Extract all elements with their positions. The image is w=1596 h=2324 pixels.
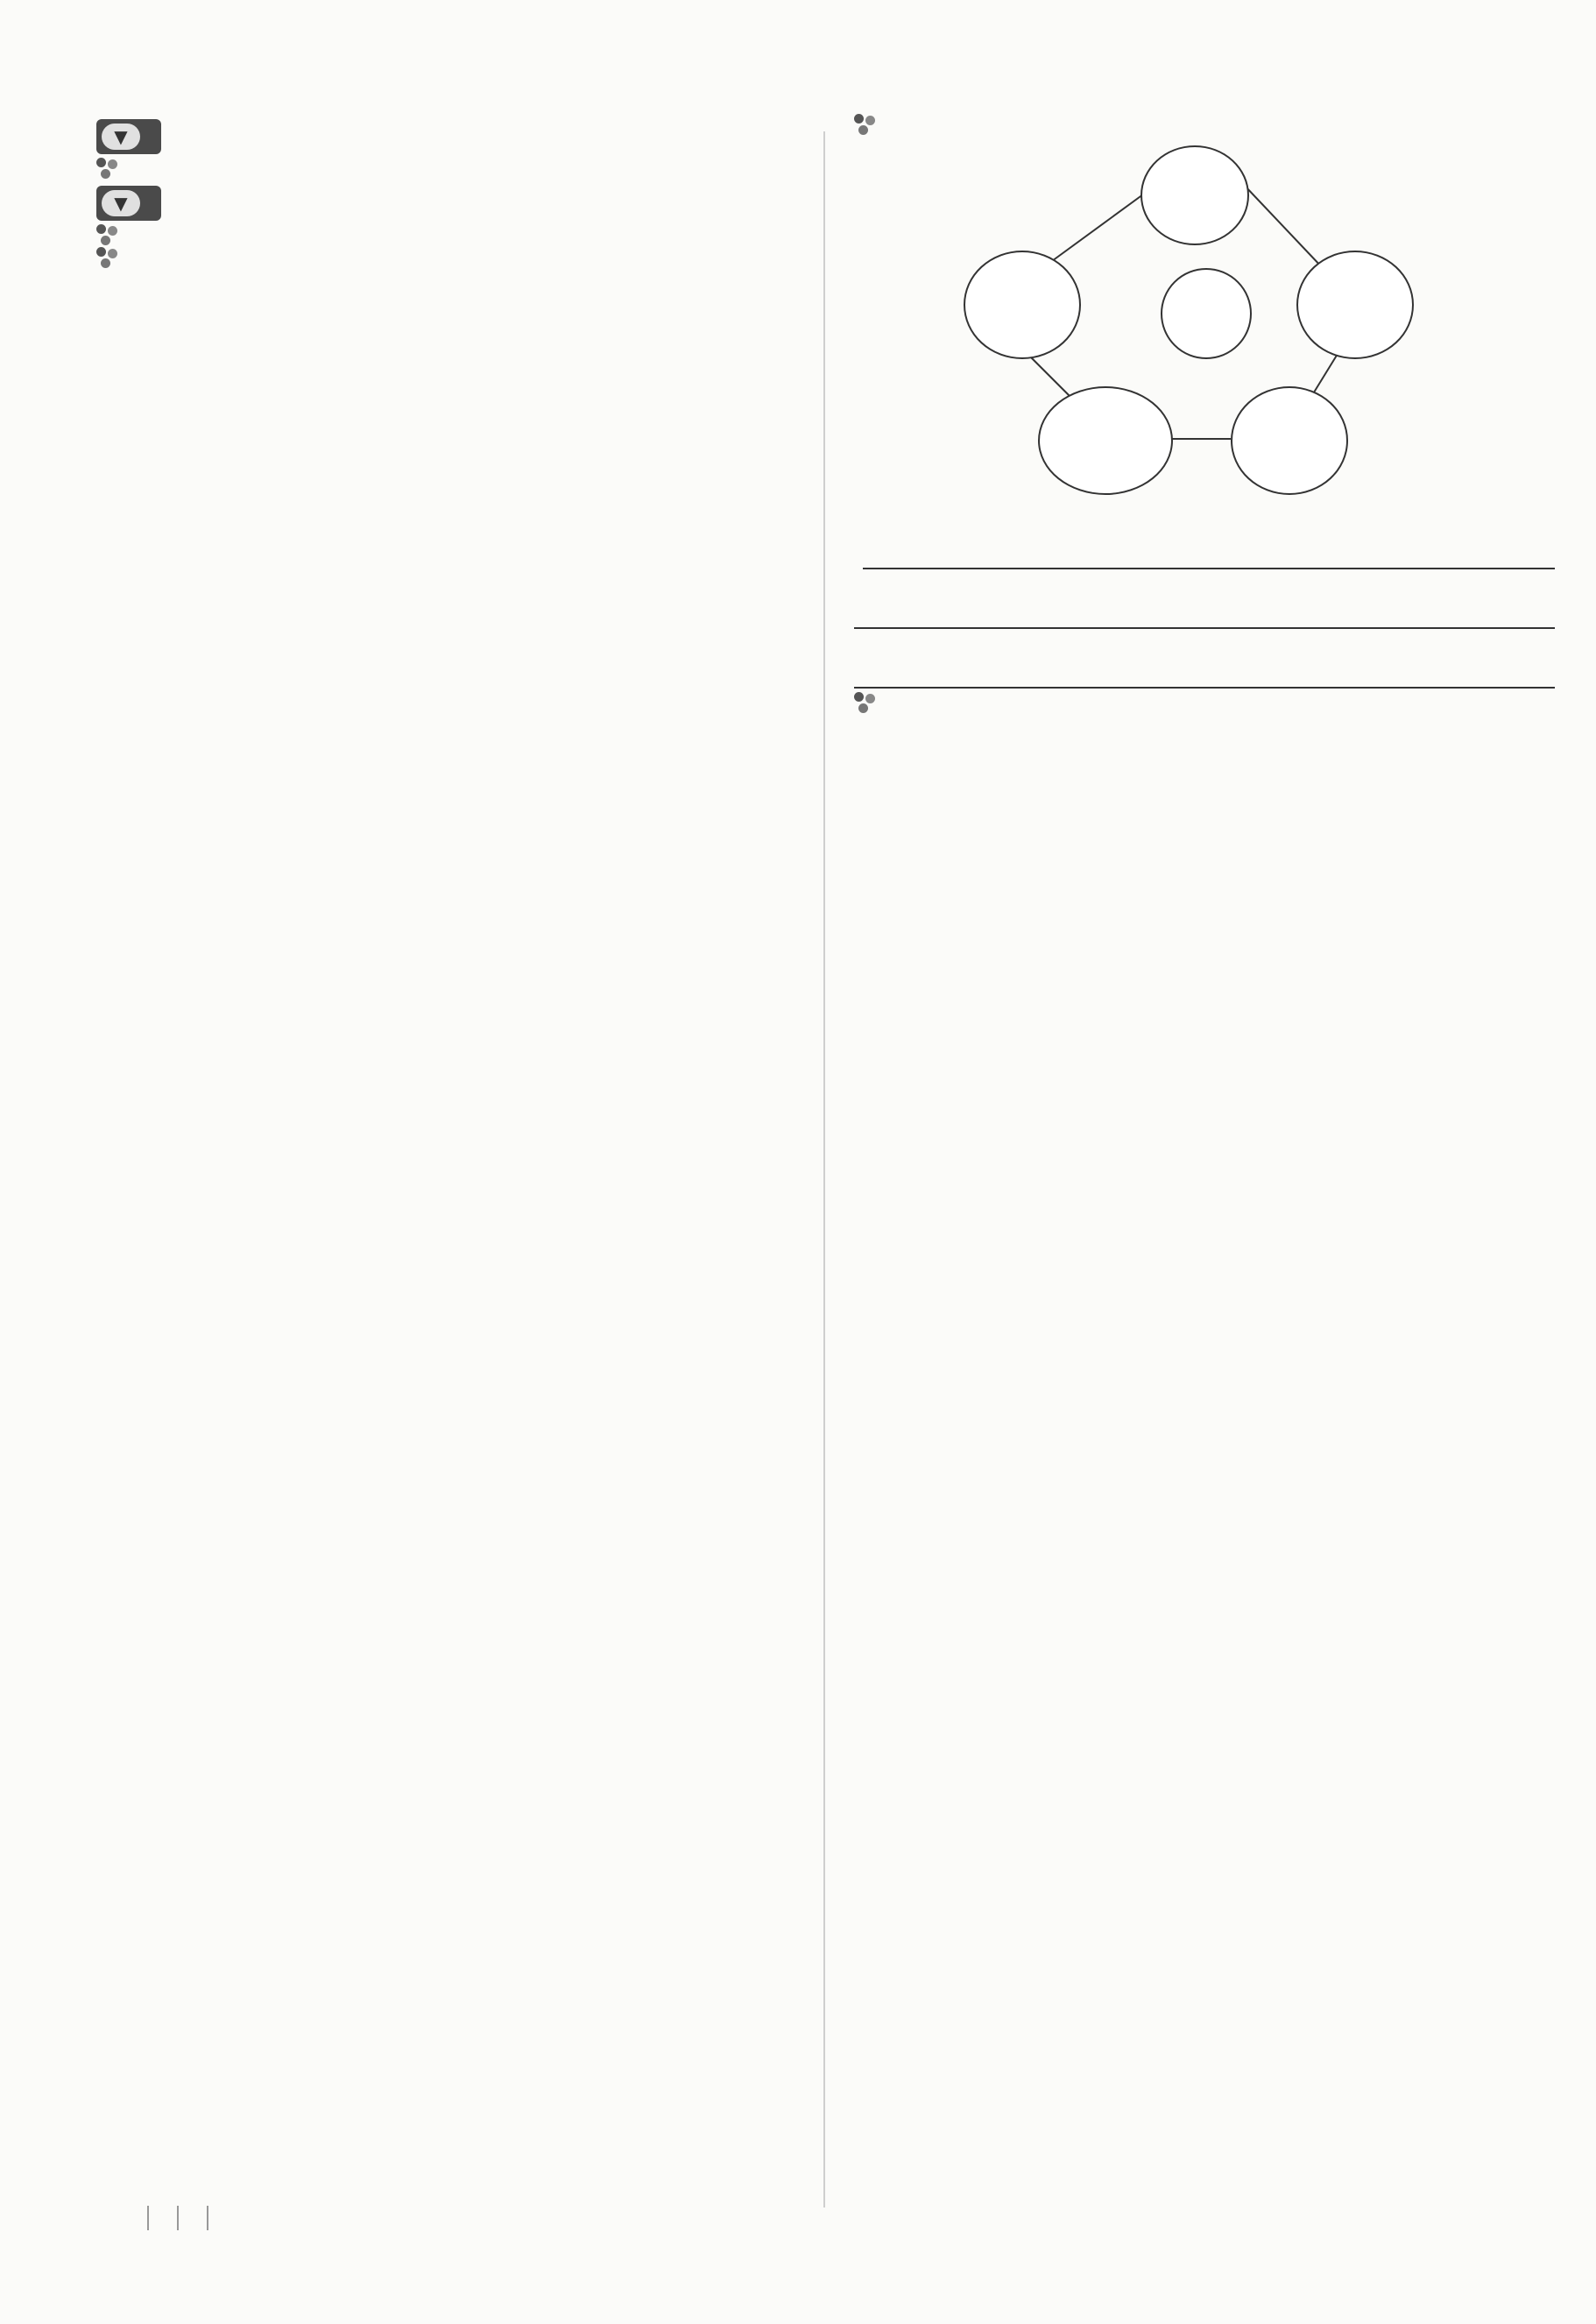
writing-subhead (854, 114, 1555, 137)
divider (147, 2206, 149, 2230)
chevron-down-icon: ▼ (102, 124, 140, 150)
audio-dots-icon (96, 224, 121, 247)
node-history (1296, 251, 1414, 359)
right-column (854, 114, 1555, 715)
node-climate (1231, 386, 1348, 495)
answer-line-1[interactable] (854, 522, 1555, 569)
good-sentences-subhead (96, 247, 797, 270)
sentences-subhead (96, 224, 797, 247)
sentences-banner (96, 186, 161, 221)
node-features (1038, 386, 1173, 495)
blank (863, 522, 1555, 569)
mind-map (854, 137, 1555, 505)
answer-line-2[interactable] (854, 582, 1555, 629)
column-divider (823, 131, 825, 2207)
page-footer (95, 2206, 222, 2230)
audio-dots-icon (96, 158, 121, 180)
node-location (1141, 145, 1249, 245)
audio-dots-icon (854, 114, 879, 137)
audio-dots-icon (96, 247, 121, 270)
vocab-banner (96, 119, 161, 154)
left-column (96, 114, 797, 270)
divider (207, 2206, 208, 2230)
chevron-down-icon: ▼ (102, 190, 140, 216)
node-places (964, 251, 1081, 359)
audio-dots-icon (854, 692, 879, 715)
node-center (1161, 268, 1252, 359)
answer-line-3[interactable] (854, 641, 1555, 689)
vocab-subhead (96, 158, 797, 180)
model-subhead (854, 692, 1555, 715)
divider (177, 2206, 179, 2230)
